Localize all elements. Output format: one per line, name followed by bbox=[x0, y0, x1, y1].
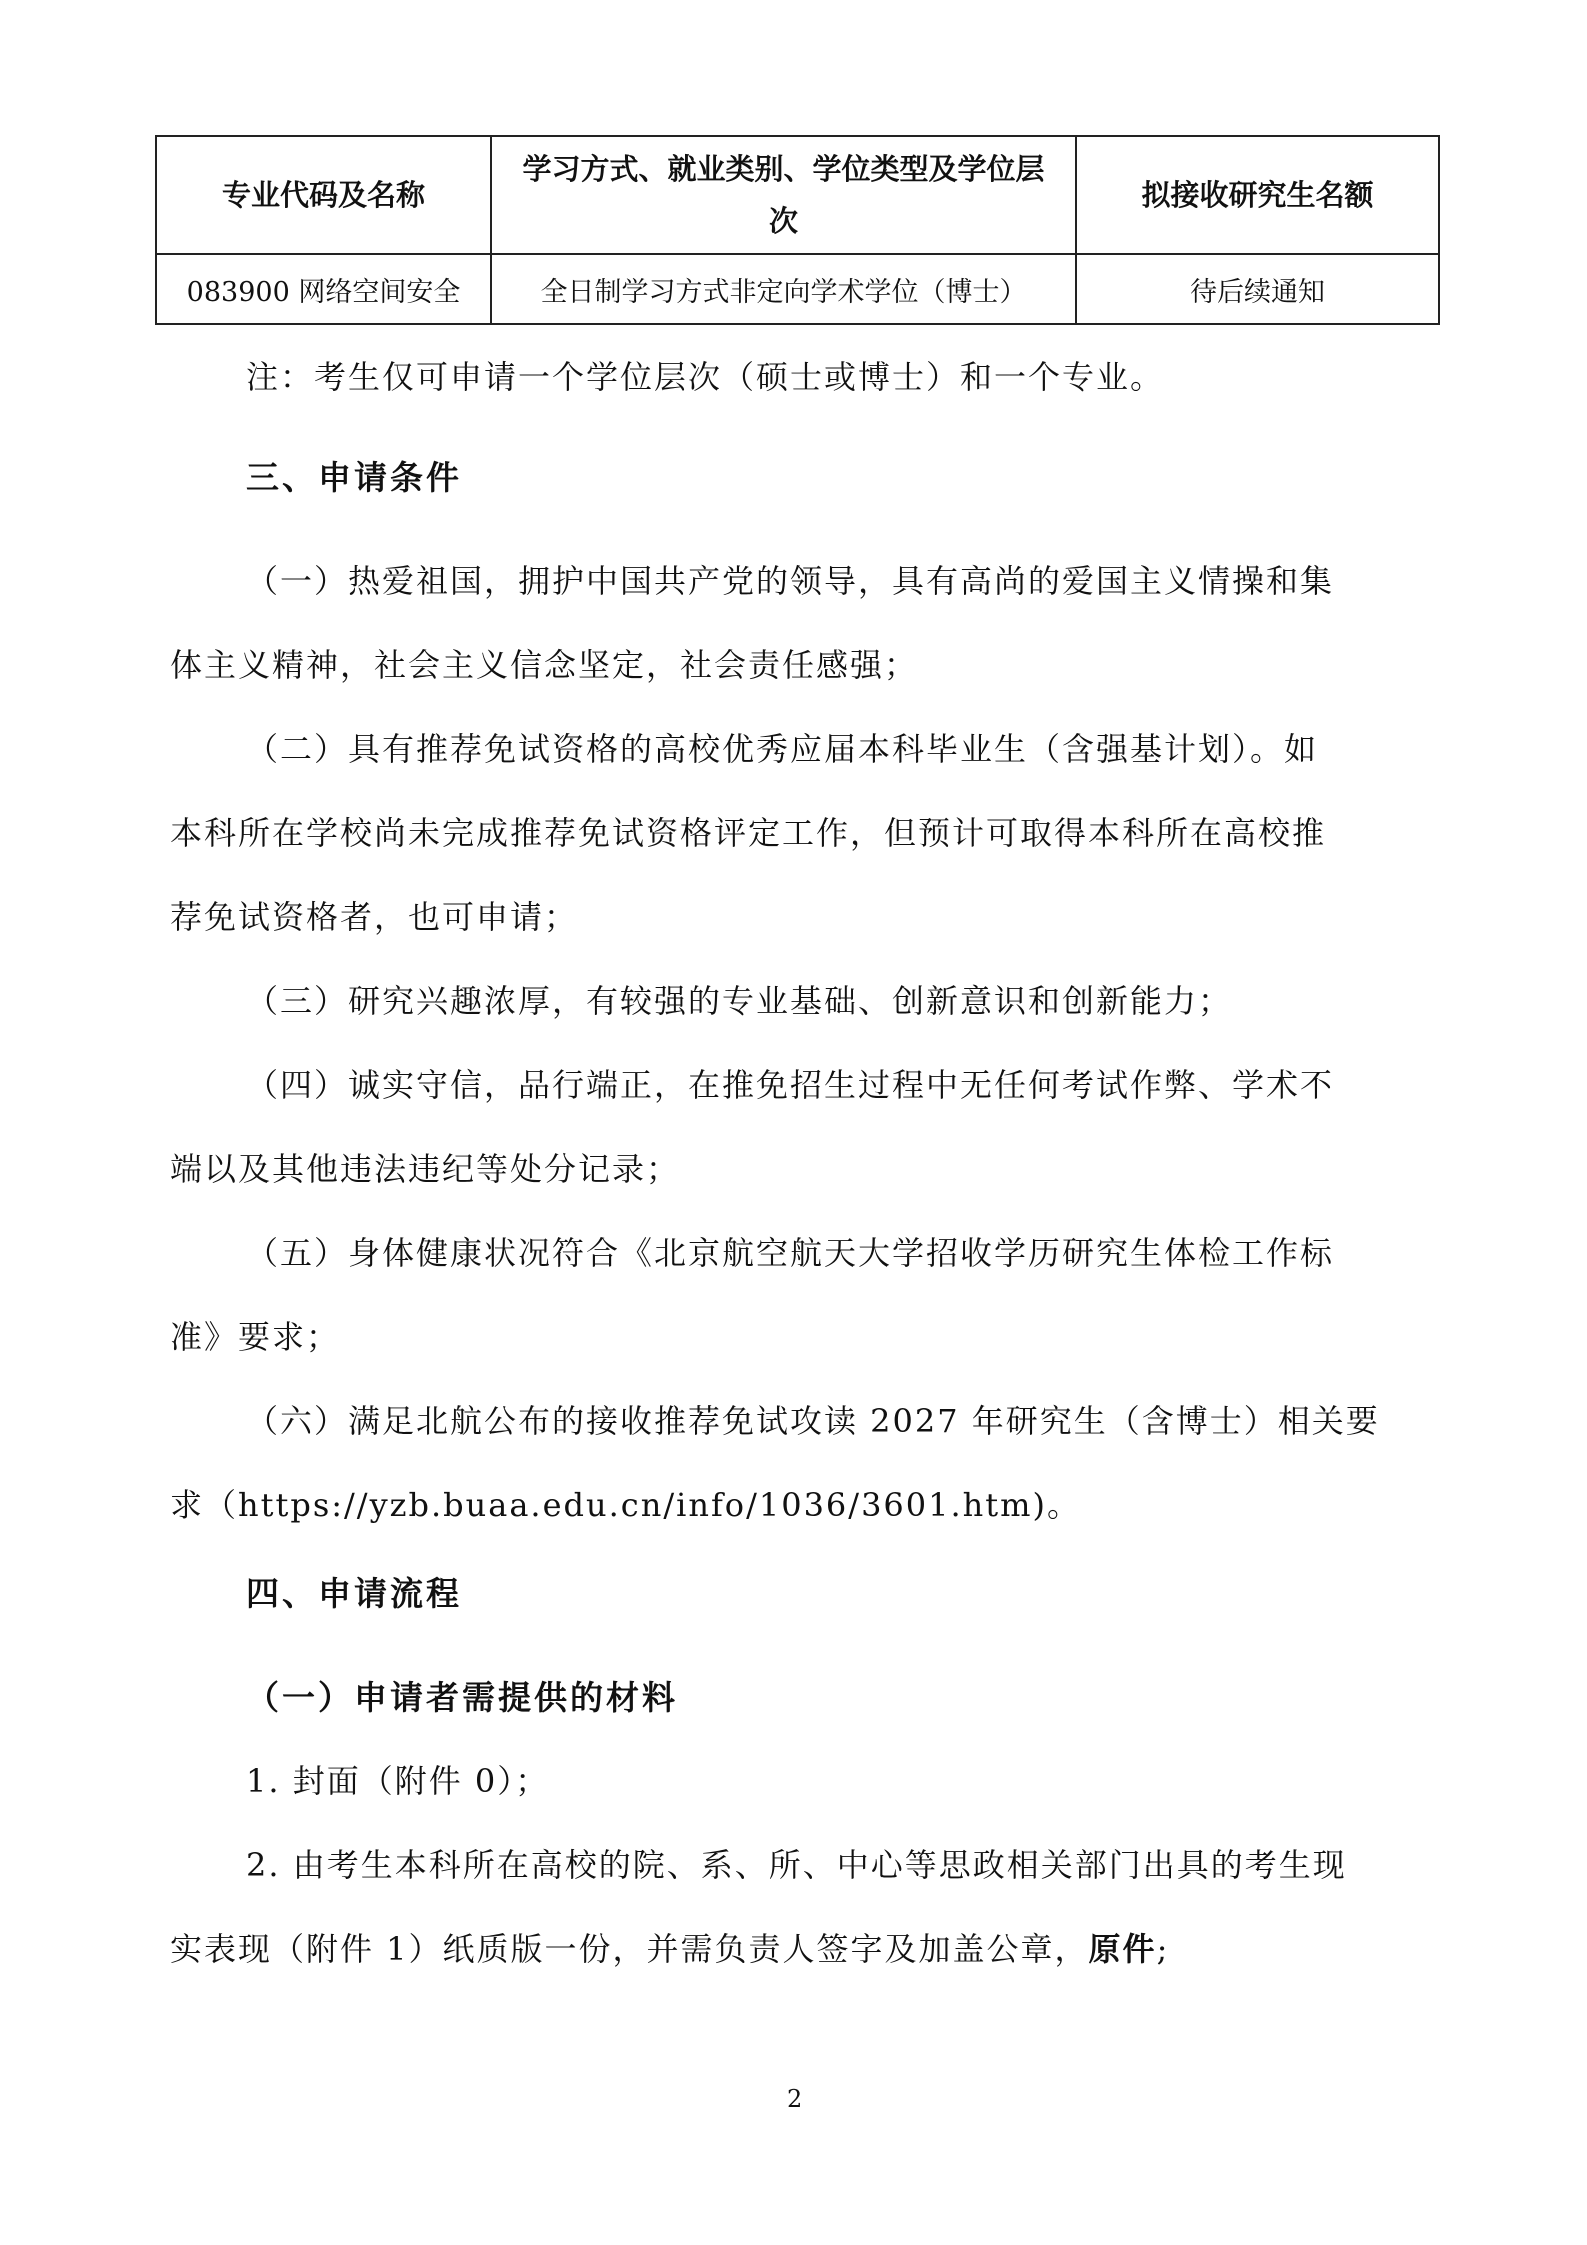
paragraph-line: （二）具有推荐免试资格的高校优秀应届本科毕业生（含强基计划）。如 bbox=[246, 730, 1319, 768]
table-note: 注：考生仅可申请一个学位层次（硕士或博士）和一个专业。 bbox=[246, 358, 1165, 396]
subsection-heading: （一）申请者需提供的材料 bbox=[246, 1678, 678, 1717]
paragraph-line: 准》要求； bbox=[170, 1318, 341, 1356]
paragraph-line: （一）热爱祖国，拥护中国共产党的领导，具有高尚的爱国主义情操和集 bbox=[246, 562, 1335, 600]
text-segment: ; bbox=[1156, 1930, 1170, 1968]
list-item: 1. 封面（附件 0）； bbox=[246, 1762, 550, 1800]
table-header-cell: 专业代码及名称 bbox=[156, 136, 491, 254]
paragraph-line: 荐免试资格者，也可申请； bbox=[170, 898, 579, 936]
quota-table bbox=[155, 135, 1440, 325]
paragraph-line: 体主义精神，社会主义信念坚定，社会责任感强； bbox=[170, 646, 919, 684]
text-segment: 实表现（附件 1）纸质版一份，并需负责人签字及加盖公章， bbox=[170, 1930, 1089, 1968]
paragraph-line: （五）身体健康状况符合《北京航空航天大学招收学历研究生体检工作标 bbox=[246, 1234, 1335, 1272]
table-cell: 全日制学习方式非定向学术学位（博士） bbox=[491, 254, 1076, 324]
list-item-continuation bbox=[170, 1924, 1169, 1970]
section-heading: 四、申请流程 bbox=[246, 1574, 462, 1613]
table-cell: 待后续通知 bbox=[1076, 254, 1439, 324]
paragraph-line: 本科所在学校尚未完成推荐免试资格评定工作，但预计可取得本科所在高校推 bbox=[170, 814, 1327, 852]
paragraph-line: 端以及其他违法违纪等处分记录； bbox=[170, 1150, 681, 1188]
bold-text: 原件 bbox=[1088, 1930, 1157, 1968]
paragraph-line: （六）满足北航公布的接收推荐免试攻读 2027 年研究生（含博士）相关要 bbox=[246, 1402, 1380, 1440]
table-header-cell: 学习方式、就业类别、学位类型及学位层次 bbox=[491, 136, 1076, 254]
section-heading: 三、申请条件 bbox=[246, 458, 462, 497]
paragraph-line: （四）诚实守信，品行端正，在推免招生过程中无任何考试作弊、学术不 bbox=[246, 1066, 1335, 1104]
page-number: 2 bbox=[787, 2085, 803, 2113]
paragraph-line: 求（https://yzb.buaa.edu.cn/info/1036/3601.htm)。 bbox=[170, 1486, 1081, 1524]
table-header-cell: 拟接收研究生名额 bbox=[1076, 136, 1439, 254]
paragraph-line: （三）研究兴趣浓厚，有较强的专业基础、创新意识和创新能力； bbox=[246, 982, 1233, 1020]
table-header-row bbox=[156, 136, 1439, 254]
list-item: 2. 由考生本科所在高校的院、系、所、中心等思政相关部门出具的考生现 bbox=[246, 1846, 1347, 1884]
table-cell: 083900 网络空间安全 bbox=[156, 254, 491, 324]
table-row bbox=[156, 254, 1439, 324]
